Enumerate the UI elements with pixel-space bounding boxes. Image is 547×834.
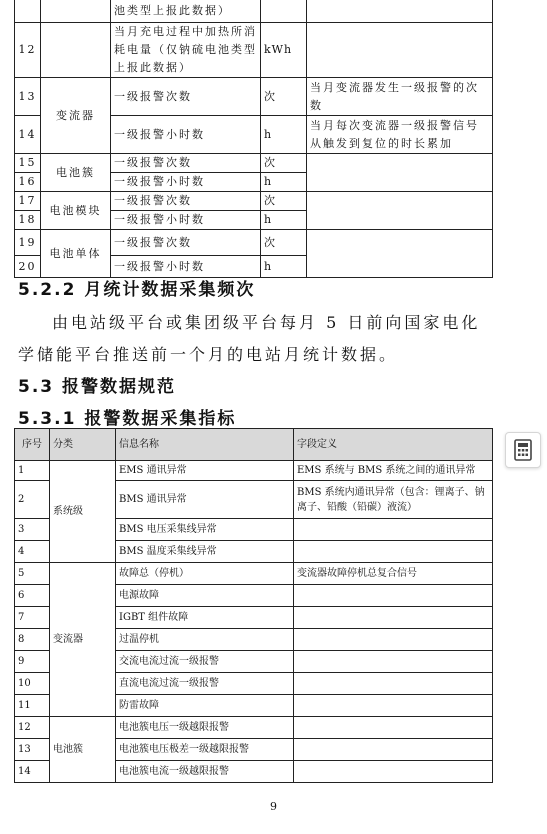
section-heading-5-2-2: 5.2.2 月统计数据采集频次 bbox=[18, 280, 256, 300]
table-row bbox=[15, 154, 493, 173]
row-item: 一级报警小时数 bbox=[111, 256, 261, 278]
row-no: 20 bbox=[15, 256, 41, 278]
row-info: IGBT 组件故障 bbox=[116, 607, 294, 629]
row-category: 电池模块 bbox=[41, 192, 111, 230]
row-category: 电池簇 bbox=[50, 717, 116, 783]
calculator-icon bbox=[506, 433, 540, 467]
table-row bbox=[15, 230, 493, 256]
row-unit: 次 bbox=[261, 230, 307, 256]
row-definition bbox=[294, 519, 493, 541]
row-no: 14 bbox=[15, 116, 41, 154]
row-definition: 当月每次变流器一级报警信号从触发到复位的时长累加 bbox=[307, 116, 493, 154]
table-row bbox=[15, 78, 493, 116]
row-definition bbox=[307, 0, 493, 23]
row-item: 一级报警小时数 bbox=[111, 116, 261, 154]
row-no: 12 bbox=[15, 23, 41, 78]
row-unit: h bbox=[261, 256, 307, 278]
row-no: 9 bbox=[15, 651, 50, 673]
header-definition: 字段定义 bbox=[294, 429, 493, 461]
row-definition bbox=[294, 717, 493, 739]
row-definition bbox=[294, 739, 493, 761]
row-info: 电源故障 bbox=[116, 585, 294, 607]
header-category: 分类 bbox=[50, 429, 116, 461]
row-no: 18 bbox=[15, 211, 41, 230]
row-info: EMS 通讯异常 bbox=[116, 461, 294, 481]
row-no: 4 bbox=[15, 541, 50, 563]
row-no: 6 bbox=[15, 585, 50, 607]
row-definition bbox=[294, 607, 493, 629]
page-number: 9 bbox=[270, 800, 277, 813]
row-info: BMS 温度采集线异常 bbox=[116, 541, 294, 563]
row-info: 过温停机 bbox=[116, 629, 294, 651]
table-header-row bbox=[15, 429, 493, 461]
table-row bbox=[15, 0, 493, 23]
table-row bbox=[15, 563, 493, 585]
section-heading-5-3: 5.3 报警数据规范 bbox=[18, 377, 177, 397]
row-no: 1 bbox=[15, 461, 50, 481]
paragraph-text: 由电站级平台或集团级平台每月 5 日前向国家电化学储能平台推送前一个月的电站月统计数据。 bbox=[18, 313, 481, 364]
row-no: 12 bbox=[15, 717, 50, 739]
row-definition bbox=[307, 154, 493, 192]
row-no: 13 bbox=[15, 78, 41, 116]
row-info: 直流电流过流一级报警 bbox=[116, 673, 294, 695]
row-category: 电池单体 bbox=[41, 230, 111, 278]
row-category bbox=[41, 0, 111, 23]
row-no: 2 bbox=[15, 481, 50, 519]
row-info: 电池簇电压极差一级越限报警 bbox=[116, 739, 294, 761]
row-no: 19 bbox=[15, 230, 41, 256]
row-unit: 次 bbox=[261, 154, 307, 173]
row-category bbox=[41, 23, 111, 78]
row-definition: EMS 系统与 BMS 系统之间的通讯异常 bbox=[294, 461, 493, 481]
row-unit: 次 bbox=[261, 78, 307, 116]
row-no: 17 bbox=[15, 192, 41, 211]
row-unit: 次 bbox=[261, 192, 307, 211]
alarm-metrics-table bbox=[14, 428, 493, 783]
row-item: 一级报警次数 bbox=[111, 78, 261, 116]
row-definition bbox=[294, 585, 493, 607]
row-item: 一级报警小时数 bbox=[111, 173, 261, 192]
row-info: 故障总（停机） bbox=[116, 563, 294, 585]
row-item: 池类型上报此数据） bbox=[111, 0, 261, 23]
row-definition bbox=[307, 23, 493, 78]
row-info: 交流电流过流一级报警 bbox=[116, 651, 294, 673]
row-no: 8 bbox=[15, 629, 50, 651]
section-heading-5-3-1: 5.3.1 报警数据采集指标 bbox=[18, 409, 237, 429]
row-unit: kWh bbox=[261, 23, 307, 78]
row-no: 13 bbox=[15, 739, 50, 761]
row-no: 16 bbox=[15, 173, 41, 192]
row-definition bbox=[294, 695, 493, 717]
row-item: 一级报警次数 bbox=[111, 192, 261, 211]
row-no bbox=[15, 0, 41, 23]
row-unit: h bbox=[261, 211, 307, 230]
row-item: 一级报警次数 bbox=[111, 154, 261, 173]
row-definition: 当月变流器发生一级报警的次数 bbox=[307, 78, 493, 116]
header-info: 信息名称 bbox=[116, 429, 294, 461]
row-info: 电池簇电压一级越限报警 bbox=[116, 717, 294, 739]
row-category: 系统级 bbox=[50, 461, 116, 563]
row-info: BMS 通讯异常 bbox=[116, 481, 294, 519]
row-no: 7 bbox=[15, 607, 50, 629]
table-row bbox=[15, 23, 493, 78]
row-category: 电池簇 bbox=[41, 154, 111, 192]
row-item: 一级报警小时数 bbox=[111, 211, 261, 230]
row-info: 防雷故障 bbox=[116, 695, 294, 717]
row-unit: h bbox=[261, 173, 307, 192]
row-definition bbox=[307, 230, 493, 278]
row-item: 一级报警次数 bbox=[111, 230, 261, 256]
row-definition bbox=[307, 192, 493, 230]
table-row bbox=[15, 461, 493, 481]
row-info: BMS 电压采集线异常 bbox=[116, 519, 294, 541]
monthly-stats-table bbox=[14, 0, 493, 278]
calculator-button[interactable] bbox=[505, 432, 541, 468]
header-no: 序号 bbox=[15, 429, 50, 461]
row-info: 电池簇电流一级越限报警 bbox=[116, 761, 294, 783]
row-unit bbox=[261, 0, 307, 23]
body-paragraph bbox=[18, 307, 493, 371]
row-no: 15 bbox=[15, 154, 41, 173]
row-no: 14 bbox=[15, 761, 50, 783]
row-no: 5 bbox=[15, 563, 50, 585]
row-definition bbox=[294, 673, 493, 695]
row-definition bbox=[294, 629, 493, 651]
table-row bbox=[15, 192, 493, 211]
row-definition: BMS 系统内通讯异常（包含：锂离子、钠离子、铅酸（铅碳）液流） bbox=[294, 481, 493, 519]
row-unit: h bbox=[261, 116, 307, 154]
row-item: 当月充电过程中加热所消耗电量（仅钠硫电池类型上报此数据） bbox=[111, 23, 261, 78]
row-no: 10 bbox=[15, 673, 50, 695]
row-category: 变流器 bbox=[50, 563, 116, 717]
table-row bbox=[15, 717, 493, 739]
row-definition bbox=[294, 651, 493, 673]
row-definition: 变流器故障停机总复合信号 bbox=[294, 563, 493, 585]
row-no: 11 bbox=[15, 695, 50, 717]
row-definition bbox=[294, 761, 493, 783]
row-definition bbox=[294, 541, 493, 563]
row-category: 变流器 bbox=[41, 78, 111, 154]
row-no: 3 bbox=[15, 519, 50, 541]
